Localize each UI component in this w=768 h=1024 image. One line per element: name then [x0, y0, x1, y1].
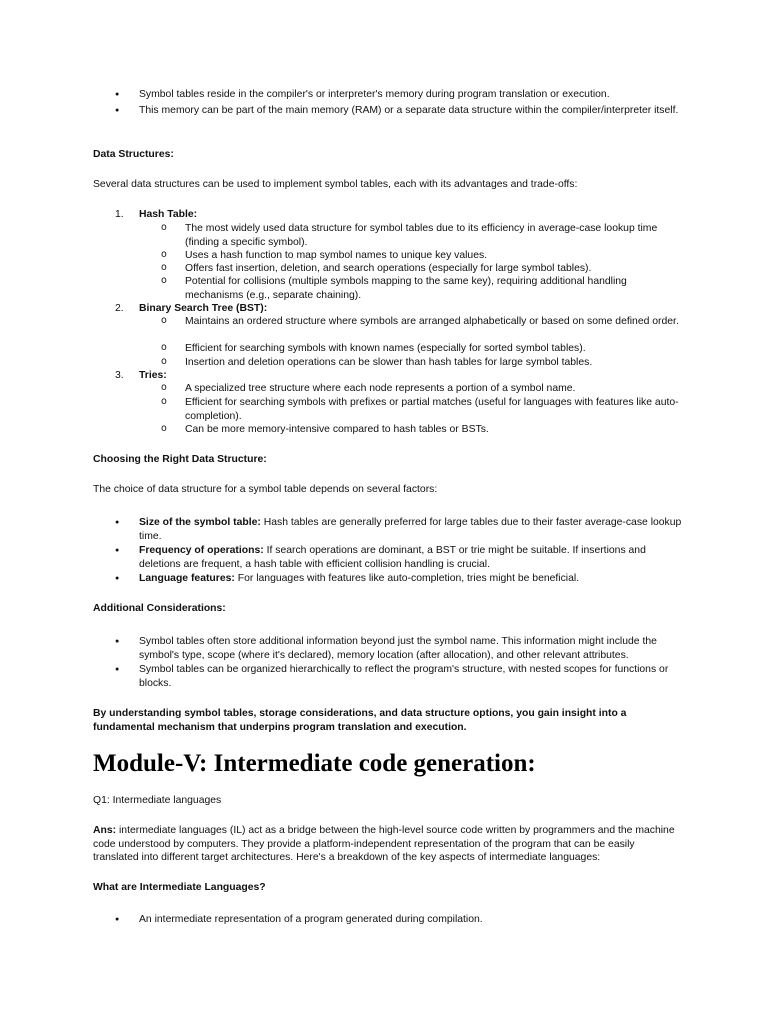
section-intro: Several data structures can be used to implement symbol tables, each with its advantages and trade-offs:	[93, 179, 578, 190]
list-item: ● This memory can be part of the main memory (RAM) or a separate data structure within the compiler/interpreter itself.	[139, 104, 684, 118]
item-label: Frequency of operations:	[139, 545, 264, 556]
item-label: Size of the symbol table:	[139, 517, 261, 528]
section-heading-choosing: Choosing the Right Data Structure:	[93, 454, 267, 465]
item-title: Tries:	[139, 370, 167, 381]
sub-item: o Potential for collisions (multiple symbols mapping to the same key), requiring additional handling mechanisms (e.g., separate chaining).	[185, 275, 685, 302]
section-intro: The choice of data structure for a symbol table depends on several factors:	[93, 484, 438, 495]
sub-item: o Insertion and deletion operations can be slower than hash tables for large symbol tables.	[185, 356, 685, 370]
sub-item: o Can be more memory-intensive compared to hash tables or BSTs.	[185, 423, 685, 437]
numbered-item-bst	[115, 302, 684, 316]
sub-item: o The most widely used data structure for symbol tables due to its efficiency in average-case lookup time (finding a specific symbol).	[185, 222, 685, 249]
sub-item: o Efficient for searching symbols with known names (especially for sorted symbol tables).	[185, 342, 685, 356]
sub-item: o A specialized tree structure where each node represents a portion of a symbol name.	[185, 382, 685, 396]
list-item	[139, 572, 684, 586]
section-heading-data-structures: Data Structures:	[93, 149, 174, 160]
item-number: 2.	[115, 303, 124, 314]
item-text: If search operations are dominant, a BST or trie might be suitable. If insertions and deletions are frequent, a hash table with efficient collision handling is crucial.	[139, 545, 646, 570]
answer-text: intermediate languages (IL) act as a bridge between the high-level source code written by programmers and the machine code understood by computers. They provide a platform-independent representation of the program that can be easily translated into different target architectures. Here's a breakdown of the key aspects of intermediate languages:	[93, 825, 675, 864]
sub-item: o Offers fast insertion, deletion, and search operations (especially for large symbol tables).	[185, 262, 685, 276]
item-title: Binary Search Tree (BST):	[139, 303, 268, 314]
answer-paragraph	[93, 824, 683, 865]
answer-label: Ans:	[93, 825, 117, 836]
list-item	[139, 544, 684, 571]
item-text: For languages with features like auto-completion, tries might be beneficial.	[234, 573, 580, 584]
item-text: Hash tables are generally preferred for large tables due to their faster average-case lookup time.	[139, 517, 682, 542]
section-heading-additional: Additional Considerations:	[93, 603, 226, 614]
item-number: 3.	[115, 370, 124, 381]
conclusion-paragraph: By understanding symbol tables, storage considerations, and data structure options, you gain insight into a fundamental mechanism that underpins program translation and execution.	[93, 708, 627, 733]
sub-item: o Efficient for searching symbols with prefixes or partial matches (useful for languages with features like auto-completion).	[185, 396, 685, 423]
list-item: ● Symbol tables often store additional information beyond just the symbol name. This information might include the symbol's type, scope (where it's declared), memory location (after allocation), and other relevant attributes.	[139, 635, 684, 662]
question-title: Q1: Intermediate languages	[93, 795, 222, 806]
list-item	[139, 516, 684, 543]
sub-item: o Uses a hash function to map symbol names to unique key values.	[185, 249, 685, 263]
sub-item: o Maintains an ordered structure where symbols are arranged alphabetically or based on some defined order.	[185, 315, 685, 329]
section-heading-what-are: What are Intermediate Languages?	[93, 882, 266, 893]
item-label: Language features:	[139, 573, 235, 584]
list-item: ● Symbol tables can be organized hierarchically to reflect the program's structure, with nested scopes for functions or blocks.	[139, 663, 684, 690]
list-item: ● An intermediate representation of a program generated during compilation.	[139, 913, 684, 927]
item-number: 1.	[115, 209, 124, 220]
list-item: ● Symbol tables reside in the compiler's or interpreter's memory during program translation or execution.	[139, 88, 684, 102]
numbered-item-hash-table	[115, 208, 684, 222]
numbered-item-tries	[115, 369, 684, 383]
module-title: Module-V: Intermediate code generation:	[93, 750, 536, 777]
item-title: Hash Table:	[139, 209, 198, 220]
